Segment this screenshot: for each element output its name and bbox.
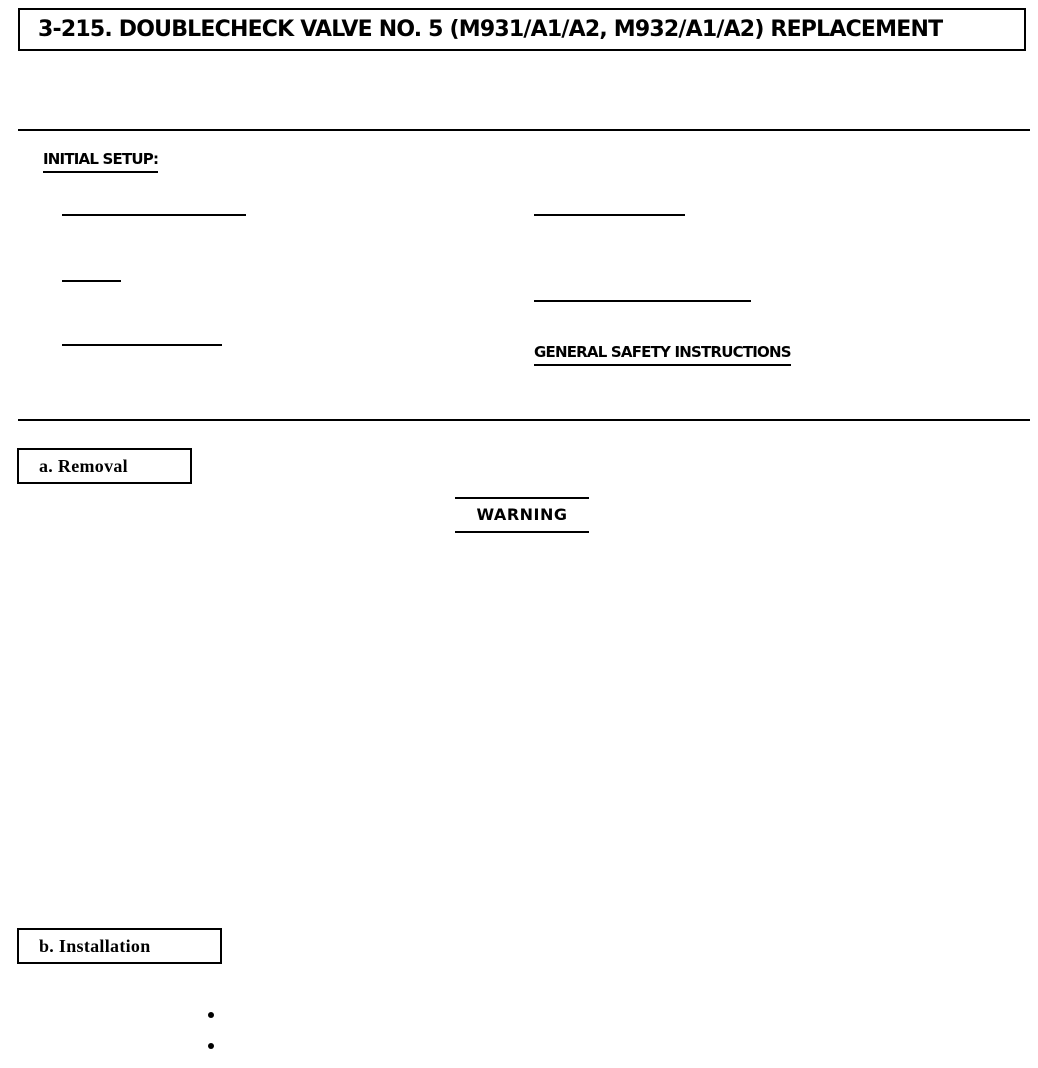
setup-field-equipment [534, 214, 685, 216]
setup-field-short [62, 280, 121, 282]
setup-field-tools [62, 214, 246, 216]
installation-section-box [17, 928, 222, 964]
section-title-box [18, 8, 1026, 51]
bullet-point [208, 1043, 214, 1049]
setup-field-materials [62, 344, 222, 346]
setup-field-references [534, 300, 751, 302]
installation-heading: b. Installation [39, 936, 151, 956]
initial-setup-heading: INITIAL SETUP: [43, 150, 158, 173]
divider-bottom [18, 419, 1030, 421]
removal-heading: a. Removal [39, 456, 128, 476]
section-title: 3-215. DOUBLECHECK VALVE NO. 5 (M931/A1/A2, M932/A1/A2) REPLACEMENT [38, 17, 943, 42]
removal-section-box [17, 448, 192, 484]
warning-label: WARNING [455, 497, 589, 533]
divider-top [18, 129, 1030, 131]
bullet-point [208, 1012, 214, 1018]
safety-instructions-ref: GENERAL SAFETY INSTRUCTIONS [534, 343, 791, 366]
